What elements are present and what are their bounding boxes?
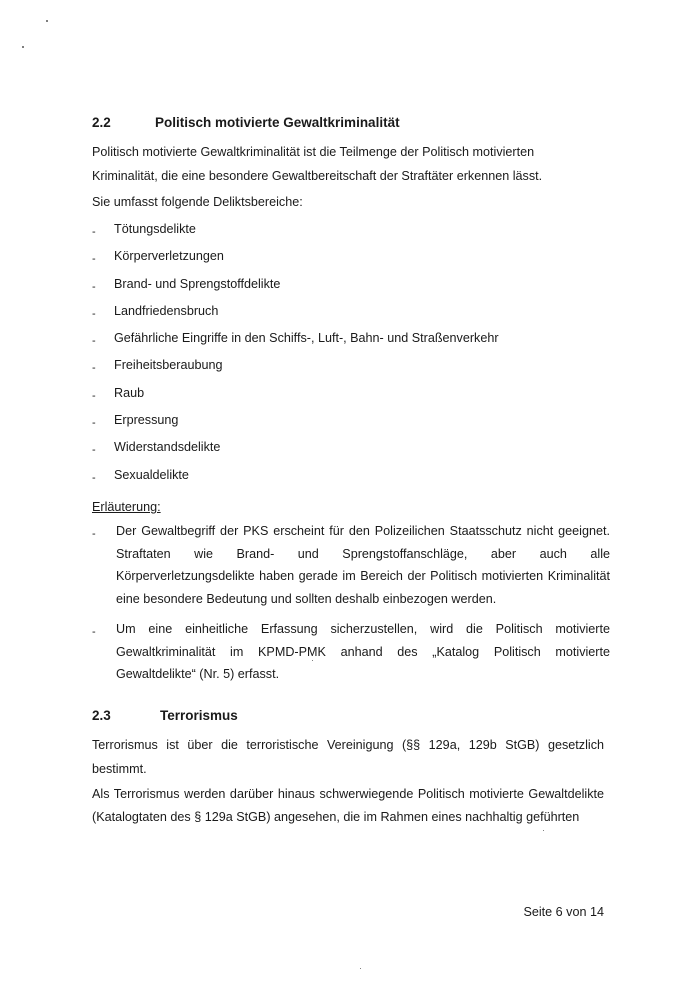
list-item: - Widerstandsdelikte: [92, 436, 499, 463]
section-number: 2.2: [92, 115, 111, 130]
offense-list: [92, 218, 499, 491]
section-heading-2-3: [92, 708, 238, 723]
terrorism-paragraph-2: Als Terrorismus werden darüber hinaus schwerwiegende Politisch motivierte Gewaltdelikte (Katalogtaten des § 129a StGB) angesehen, die im Rahmen eines nachhaltig geführten: [92, 787, 604, 824]
scan-speck: [543, 830, 544, 831]
list-item: - Freiheitsberaubung: [92, 354, 499, 381]
section-number: 2.3: [92, 708, 111, 723]
section-title: Politisch motivierte Gewaltkriminalität: [155, 115, 400, 130]
list-item: - Raub: [92, 382, 499, 409]
explanation-item: - Der Gewaltbegriff der PKS erscheint für den Polizeilichen Staatsschutz nicht geeignet. Straftaten wie Brand- und Sprengstoffanschläge, aber auch alle Körperverletzungsdelikte haben gerade im Bereich der Politisch motivierten Kriminalität eine besondere Bedeutung und sollten deshalb einbezogen werden.: [92, 524, 610, 606]
list-marker: -: [92, 362, 96, 375]
page-number: Seite 6 von 14: [523, 905, 604, 919]
list-item: - Sexualdelikte: [92, 464, 499, 491]
list-marker: -: [92, 444, 96, 457]
list-marker: -: [92, 226, 96, 238]
intro-paragraph: Politisch motivierte Gewaltkriminalität ist die Teilmenge der Politisch motivierten Kriminalität, die eine besondere Gewaltbereitschaft der Straftäter erkennen lässt.: [92, 145, 543, 183]
list-marker: -: [92, 335, 96, 348]
list-item: - Tötungsdelikte: [92, 218, 499, 245]
list-marker: -: [92, 417, 96, 430]
list-marker: -: [92, 626, 96, 638]
list-marker: -: [92, 253, 96, 266]
list-item: - Erpressung: [92, 409, 499, 436]
list-item: - Landfriedensbruch: [92, 300, 499, 327]
terrorism-paragraph-1: Terrorismus ist über die terroristische Vereinigung (§§ 129a, 129b StGB) gesetzlich bestimmt.: [92, 738, 604, 776]
explanation-label: Erläuterung:: [92, 500, 161, 514]
list-item: - Gefährliche Eingriffe in den Schiffs-, Luft-, Bahn- und Straßenverkehr: [92, 327, 499, 354]
list-marker: -: [92, 389, 96, 402]
section-title: Terrorismus: [160, 708, 238, 723]
list-marker: -: [92, 471, 96, 484]
scan-speck: [360, 968, 361, 969]
explanation-list: [92, 520, 610, 686]
list-item: - Brand- und Sprengstoffdelikte: [92, 273, 499, 300]
list-marker: -: [92, 528, 96, 540]
explanation-item: - Um eine einheitliche Erfassung sicherzustellen, wird die Politisch motivierte Gewaltkriminalität im KPMD-PMK anhand des „Katalog Politisch motivierte Gewaltdelikte“ (Nr. 5) erfasst.: [92, 622, 610, 681]
list-marker: -: [92, 280, 96, 293]
list-intro: Sie umfasst folgende Deliktsbereiche:: [92, 195, 303, 209]
list-item: - Körperverletzungen: [92, 245, 499, 272]
scan-speck: [46, 20, 48, 22]
list-marker: -: [92, 307, 96, 320]
scan-speck: [22, 46, 24, 48]
section-heading-2-2: [92, 115, 400, 130]
